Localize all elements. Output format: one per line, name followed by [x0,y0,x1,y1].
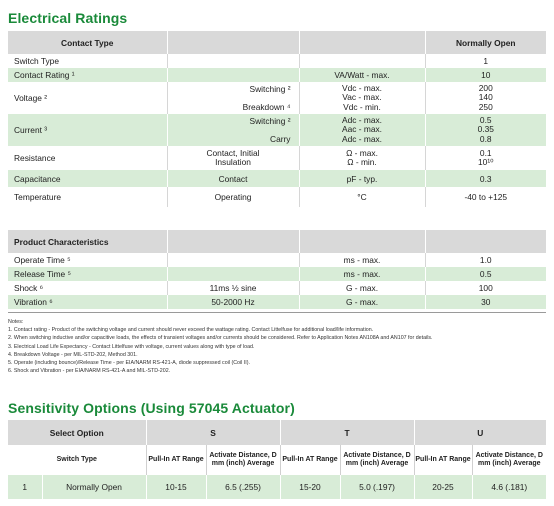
pull-in-header: Pull-In AT Range [414,445,472,475]
table-row: Resistance Contact, Initial Insulation Ω - max. Ω - min. 0.1 10¹⁰ [8,146,546,170]
note-item: 6. Shock and Vibration - per EIA/NARM RS-421-A and MIL-STD-202. [8,368,171,375]
note-item: 4. Breakdown Voltage - per MIL-STD-202, Method 301. [8,351,138,358]
table-row: Current ³ Switching ² Carry Adc - max. Aac - max. Adc - max. 0.5 0.35 0.8 [8,114,546,146]
option-t-header: T [280,420,414,445]
pull-in-header: Pull-In AT Range [280,445,340,475]
sensitivity-subheader-row [8,445,546,475]
table-row: Vibration ⁶ 50-2000 Hz G - max. 30 [8,295,546,309]
electrical-header-row [8,31,546,54]
option-u-header: U [414,420,546,445]
note-item: 3. Electrical Load Life Expectancy - Contact Littelfuse with voltage, current values along with type of load. [8,343,255,350]
table-row: 1 Normally Open 10-15 6.5 (.255) 15-20 5.0 (.197) 20-25 4.6 (.181) [8,475,546,499]
table-row: Temperature Operating °C -40 to +125 [8,187,546,207]
activate-distance-header: Activate Distance, D mm (inch) Average [340,445,414,475]
product-header-row [8,230,546,253]
pull-in-header: Pull-In AT Range [146,445,206,475]
option-s-header: S [146,420,280,445]
contact-type-header: Contact Type [8,31,167,54]
switch-type-header: Switch Type [8,445,146,475]
note-item: 5. Operate (including bounce)/Release Time - per EIA/NARM RS-421-A, diode suppressed coil (Coil II). [8,360,250,367]
notes [8,318,548,375]
note-item: 2. When switching inductive and/or capacitive loads, the effects of transient voltages and/or currents should be considered. Refer to Application Notes AN108A and AN107 for details. [8,335,433,342]
note-item: 1. Contact rating - Product of the switching voltage and current should never exceed the wattage rating. Contact Littelfuse for additional load/life information. [8,327,374,334]
activate-distance-header: Activate Distance, D mm (inch) Average [472,445,546,475]
electrical-ratings-title: Electrical Ratings [8,10,128,26]
table-row: Operate Time ⁵ ms - max. 1.0 [8,253,546,267]
table-row: Capacitance Contact pF - typ. 0.3 [8,170,546,187]
product-characteristics-table [8,230,546,309]
electrical-ratings-table [8,31,546,207]
sensitivity-options-table [8,420,546,499]
table-row: Contact Rating ¹ VA/Watt - max. 10 [8,68,546,82]
table-row: Switch Type 1 [8,54,546,68]
table-row: Voltage ² Switching ² Breakdown ⁴ Vdc - max. Vac - max. Vdc - min. 200 140 250 [8,82,546,114]
sensitivity-header-row [8,420,546,445]
notes-heading: Notes: [8,319,24,325]
select-option-header: Select Option [8,420,146,445]
divider [8,312,546,313]
activate-distance-header: Activate Distance, D mm (inch) Average [206,445,280,475]
normally-open-header: Normally Open [425,31,546,54]
sensitivity-options-title: Sensitivity Options (Using 57045 Actuator) [8,400,295,416]
product-characteristics-header: Product Characteristics [8,230,167,253]
table-row: Release Time ⁵ ms - max. 0.5 [8,267,546,281]
table-row: Shock ⁶ 11ms ½ sine G - max. 100 [8,281,546,295]
